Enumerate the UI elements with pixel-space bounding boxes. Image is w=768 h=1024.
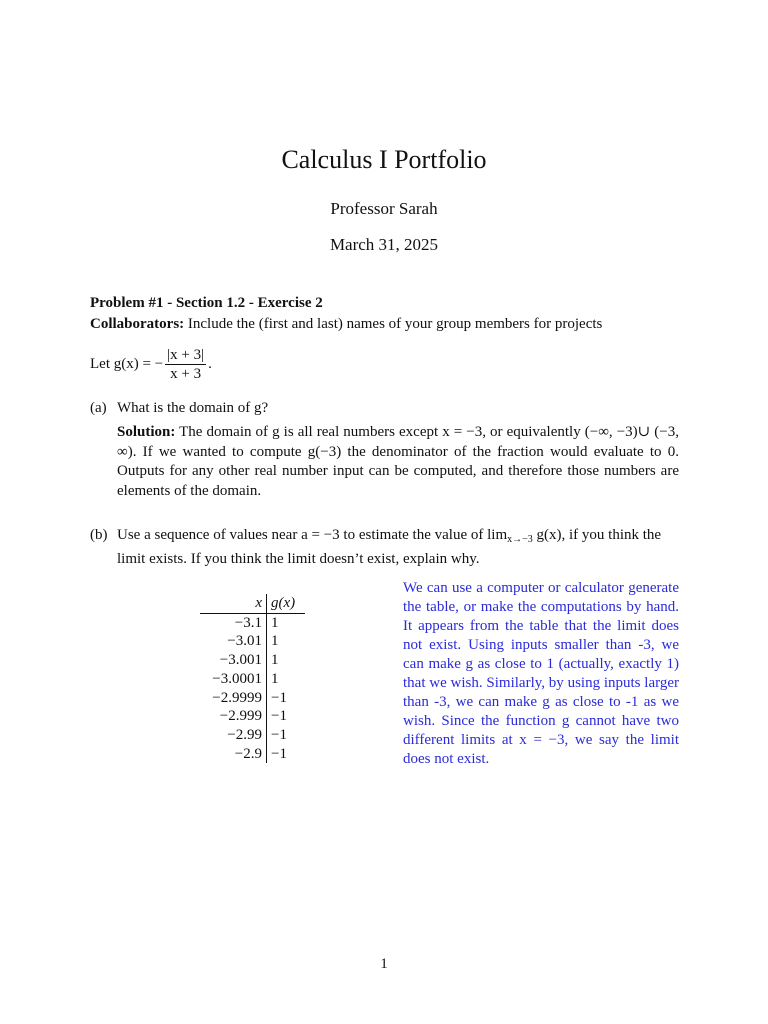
table-header-row [200,594,305,613]
let-prefix: Let g(x) = − [90,355,164,372]
table-cell-x: −2.99 [200,726,267,745]
collaborators-line [90,315,690,335]
part-b-question-start: Use a sequence of values near a = −3 to estimate the value of lim [117,527,508,543]
table-row [200,613,305,632]
let-suffix: . [208,355,212,372]
table-cell-gx: −1 [271,689,287,706]
table-cell-gx: −1 [271,745,287,762]
part-b-question-end: g(x), if you think the limit exists. If you think the limit doesn’t exist, explain why. [117,527,662,567]
solution-label: Solution: [117,424,176,440]
table-cell-x: −3.0001 [200,670,267,689]
table-row [200,745,305,764]
table-cell-gx: 1 [271,633,279,650]
document-title: Calculus I Portfolio [281,145,487,174]
table-row [200,707,305,726]
table-cell-gx: −1 [271,708,287,725]
fraction-numerator: |x + 3| [167,347,205,363]
page-number: 1 [380,956,388,972]
values-table-grid [200,594,305,763]
table-row [200,651,305,670]
problem-heading: Problem #1 - Section 1.2 - Exercise 2 [90,295,323,311]
table-row [200,726,305,745]
part-b-label: (b) [90,527,108,543]
table-row [200,670,305,689]
part-a-question: What is the domain of g? [117,400,269,416]
table-cell-x: −2.999 [200,707,267,726]
part-b-question [117,526,682,569]
part-a-solution [117,423,679,501]
table-header-x: x [200,594,267,613]
document-date: March 31, 2025 [329,235,439,254]
table-cell-x: −2.9999 [200,689,267,708]
table-cell-x: −3.01 [200,632,267,651]
collaborators-label: Collaborators: [90,316,185,332]
values-table [200,594,305,763]
table-row [200,689,305,708]
table-cell-gx: 1 [271,652,279,669]
limit-subscript: x→−3 [507,534,533,545]
fraction-denominator: x + 3 [170,366,202,382]
document-author: Professor Sarah [330,199,438,218]
table-row [200,632,305,651]
table-cell-gx: −1 [271,726,287,743]
table-cell-gx: 1 [271,614,279,631]
table-cell-x: −3.1 [200,613,267,632]
part-a-label: (a) [90,400,107,416]
part-b-explanation: We can use a computer or calculator generate the table, or make the computations by hand. It appears from the table that the limit does not exist. Using inputs smaller than -3, we can make g as close to 1 (actually, exactly 1) that we wish. Similarly, by using inputs larger than -3, we can make g as close to -1 as we wish. Since the function g cannot have two different limits at x = −3, we say the limit does not exist. [403,580,679,767]
table-cell-gx: 1 [271,670,279,687]
function-fraction [165,346,206,383]
collaborators-text: Include the (first and last) names of your group members for projects [184,316,603,332]
function-definition [90,346,390,390]
table-cell-x: −3.001 [200,651,267,670]
table-cell-x: −2.9 [200,745,267,764]
table-header-gx: g(x) [267,594,306,613]
solution-text: The domain of g is all real numbers except x = −3, or equivalently (−∞, −3)∪ (−3, ∞). If we wanted to compute g(−3) the denominator of the fraction would evaluate to 0. Outputs for any other real number input can be computed, and therefore those numbers are elements of the domain. [117,424,679,499]
